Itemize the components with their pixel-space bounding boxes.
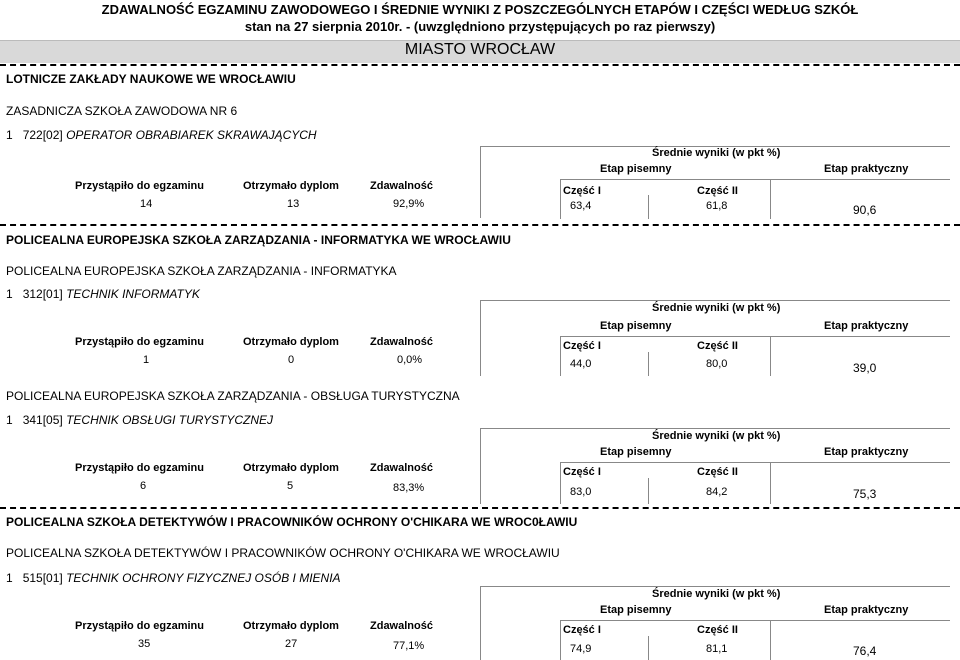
value-czesc1: 44,0 [570,358,592,370]
table-vline [648,352,649,376]
header-etap-praktyczny: Etap praktyczny [824,163,909,175]
table-hline [560,179,950,180]
value-otrzymalo: 27 [285,638,298,650]
value-otrzymalo: 5 [287,480,294,492]
header-etap-pisemny: Etap pisemny [600,604,672,616]
value-czesc1: 74,9 [570,643,592,655]
value-czesc2: 80,0 [706,358,728,370]
header-etap-praktyczny: Etap praktyczny [824,446,909,458]
header-czesc1: Część I [563,466,601,478]
header-srednie: Średnie wyniki (w pkt %) [652,588,781,600]
value-zdawalnosc: 92,9% [393,198,425,210]
table-vline [480,146,481,218]
profession-num: 1 [6,413,13,427]
divider [0,64,960,66]
table-vline [770,620,771,660]
school-name: POLICEALNA EUROPEJSKA SZKOŁA ZARZĄDZANIA - INFORMATYKA WE WROCŁAWIU [6,233,511,247]
value-przystapilo: 1 [143,354,150,366]
table-vline [648,636,649,660]
header-zdawalnosc: Zdawalność [370,462,433,474]
profession-num: 1 [6,287,13,301]
table-vline [560,179,561,219]
header-przystapilo: Przystąpiło do egzaminu [75,336,204,348]
profession-num: 1 [6,571,13,585]
header-etap-pisemny: Etap pisemny [600,320,672,332]
subschool-name: POLICEALNA SZKOŁA DETEKTYWÓW I PRACOWNIKÓW OCHRONY O'CHIKARA WE WROCŁAWIU [6,546,560,560]
value-przystapilo: 14 [140,198,153,210]
table-hline [480,300,950,301]
profession-row [6,287,200,301]
city-title: MIASTO WROCŁAW [404,41,556,58]
value-czesc2: 84,2 [706,486,728,498]
subschool-name: POLICEALNA EUROPEJSKA SZKOŁA ZARZĄDZANIA - INFORMATYKA [6,264,397,278]
header-czesc2: Część II [697,340,738,352]
value-zdawalnosc: 77,1% [393,640,425,652]
header-etap-pisemny: Etap pisemny [600,446,672,458]
header-przystapilo: Przystąpiło do egzaminu [75,462,204,474]
header-przystapilo: Przystąpiło do egzaminu [75,620,204,632]
header-etap-praktyczny: Etap praktyczny [824,604,909,616]
profession-name: OPERATOR OBRABIAREK SKRAWAJĄCYCH [66,128,317,142]
profession-row [6,571,341,585]
report-subtitle: stan na 27 sierpnia 2010r. - (uwzględniono przystępujących po raz pierwszy) [244,19,716,34]
header-etap-pisemny: Etap pisemny [600,163,672,175]
value-praktyczny: 75,3 [853,487,877,501]
header-etap-praktyczny: Etap praktyczny [824,320,909,332]
profession-code: 722[02] [22,128,63,142]
value-czesc2: 81,1 [706,643,728,655]
header-czesc2: Część II [697,185,738,197]
value-otrzymalo: 13 [287,198,300,210]
header-otrzymalo: Otrzymało dyplom [243,620,339,632]
table-vline [770,179,771,219]
header-srednie: Średnie wyniki (w pkt %) [652,430,781,442]
table-vline [560,462,561,504]
table-vline [770,462,771,504]
table-vline [480,586,481,660]
table-vline [560,336,561,376]
report-title: ZDAWALNOŚĆ EGZAMINU ZAWODOWEGO I ŚREDNIE WYNIKI Z POSZCZEGÓLNYCH ETAPÓW I CZĘŚCI WEDŁUG SZKÓŁ [101,2,859,17]
value-czesc2: 61,8 [706,200,728,212]
value-czesc1: 83,0 [570,486,592,498]
value-praktyczny: 76,4 [853,644,877,658]
school-name: POLICEALNA SZKOŁA DETEKTYWÓW I PRACOWNIKÓW OCHRONY O'CHIKARA WE WROC0ŁAWIU [6,515,578,529]
value-przystapilo: 6 [140,480,147,492]
table-vline [770,336,771,376]
table-hline [480,428,950,429]
table-hline [560,336,950,337]
profession-code: 341[05] [22,413,63,427]
table-vline [480,428,481,504]
value-zdawalnosc: 0,0% [397,354,423,366]
header-srednie: Średnie wyniki (w pkt %) [652,302,781,314]
profession-name: TECHNIK OCHRONY FIZYCZNEJ OSÓB I MIENIA [66,571,341,585]
value-praktyczny: 90,6 [853,203,877,217]
table-vline [480,300,481,376]
header-otrzymalo: Otrzymało dyplom [243,462,339,474]
table-vline [648,195,649,219]
header-czesc1: Część I [563,340,601,352]
header-otrzymalo: Otrzymało dyplom [243,180,339,192]
value-praktyczny: 39,0 [853,361,877,375]
profession-row [6,128,317,142]
header-czesc1: Część I [563,624,601,636]
header-zdawalnosc: Zdawalność [370,620,433,632]
profession-name: TECHNIK INFORMATYK [66,287,200,301]
profession-name: TECHNIK OBSŁUGI TURYSTYCZNEJ [66,413,274,427]
value-przystapilo: 35 [138,638,151,650]
header-czesc2: Część II [697,466,738,478]
profession-code: 515[01] [22,571,63,585]
header-czesc1: Część I [563,185,601,197]
table-vline [648,478,649,504]
divider [0,224,960,226]
divider [0,507,960,509]
profession-code: 312[01] [22,287,63,301]
value-czesc1: 63,4 [570,200,592,212]
profession-row [6,413,273,427]
header-czesc2: Część II [697,624,738,636]
header-otrzymalo: Otrzymało dyplom [243,336,339,348]
header-srednie: Średnie wyniki (w pkt %) [652,147,781,159]
header-przystapilo: Przystąpiło do egzaminu [75,180,204,192]
subschool-name: POLICEALNA EUROPEJSKA SZKOŁA ZARZĄDZANIA - OBSŁUGA TURYSTYCZNA [6,389,460,403]
value-zdawalnosc: 83,3% [393,482,425,494]
table-hline [480,586,950,587]
school-name: LOTNICZE ZAKŁADY NAUKOWE WE WROCŁAWIU [6,72,296,86]
subschool-name: ZASADNICZA SZKOŁA ZAWODOWA NR 6 [6,104,238,118]
table-hline [560,620,950,621]
table-hline [560,462,950,463]
value-otrzymalo: 0 [288,354,295,366]
profession-num: 1 [6,128,13,142]
header-zdawalnosc: Zdawalność [370,336,433,348]
table-vline [560,620,561,660]
header-zdawalnosc: Zdawalność [370,180,433,192]
